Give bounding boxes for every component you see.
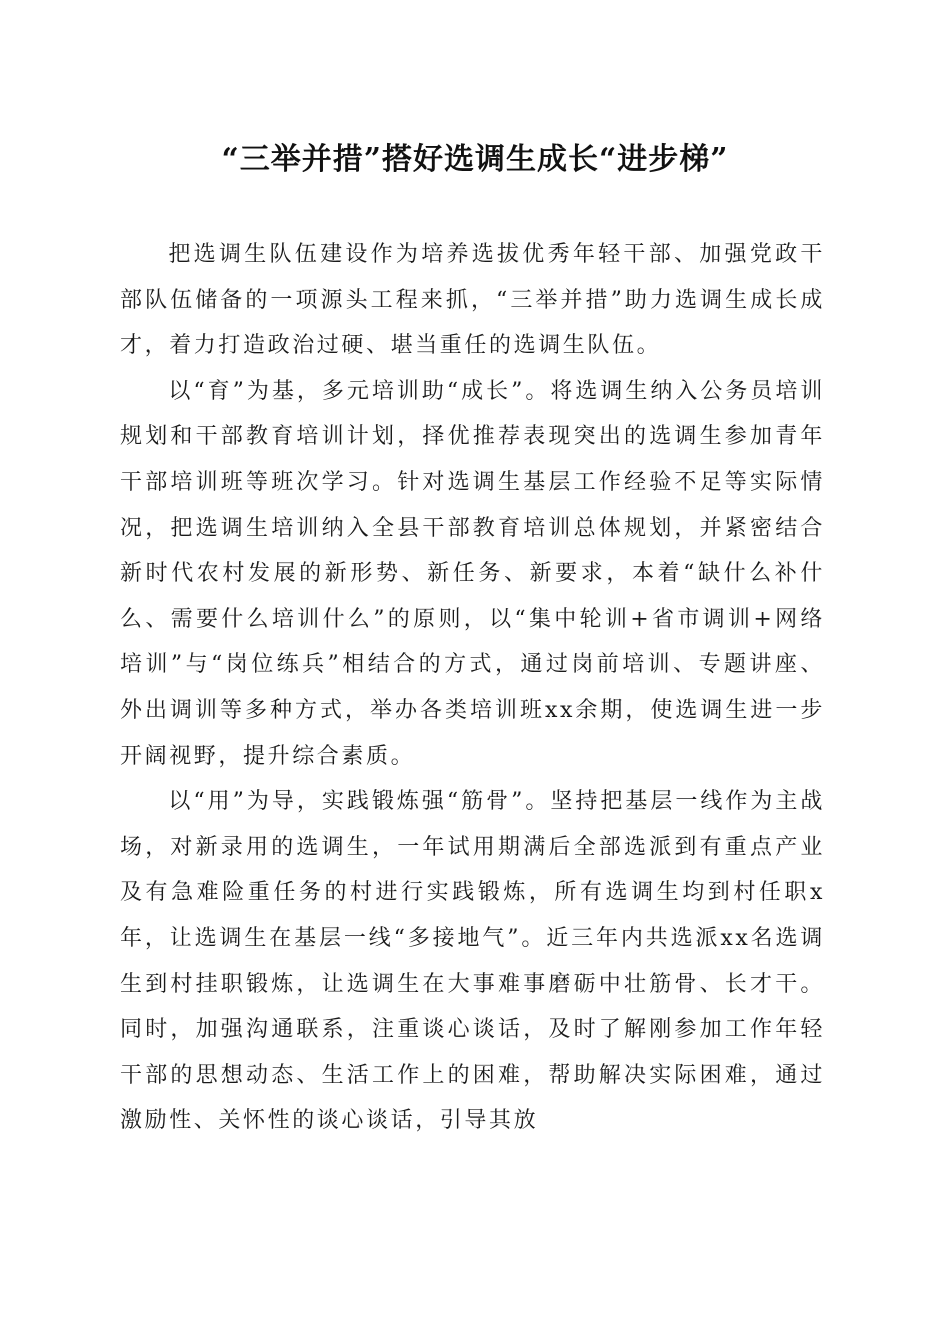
- document-body: [120, 232, 825, 1144]
- document-title: “三举并措”搭好选调生成长“进步梯”: [221, 142, 729, 177]
- paragraph-intro: 把选调生队伍建设作为培养选拔优秀年轻干部、加强党政干部队伍储备的一项源头工程来抓，“三举并措”助力选调生成长成才，着力打造政治过硬、堪当重任的选调生队伍。: [120, 242, 825, 359]
- paragraph-training: 以“育”为基，多元培训助“成长”。将选调生纳入公务员培训规划和干部教育培训计划，择优推荐表现突出的选调生参加青年干部培训班等班次学习。针对选调生基层工作经验不足等实际情况，把选调生培训纳入全县干部教育培训总体规划，并紧密结合新时代农村发展的新形势、新任务、新要求，本着“缺什么补什么、需要什么培训什么”的原则，以“集中轮训+省市调训+网络培训”与“岗位练兵”相结合的方式，通过岗前培训、专题讲座、外出调训等多种方式，举办各类培训班xx余期，使选调生进一步开阔视野，提升综合素质。: [120, 378, 825, 769]
- paragraph-practice: 以“用”为导，实践锻炼强“筋骨”。坚持把基层一线作为主战场，对新录用的选调生，一年试用期满后全部选派到有重点产业及有急难险重任务的村进行实践锻炼，所有选调生均到村任职x年，让选调生在基层一线“多接地气”。近三年内共选派xx名选调生到村挂职锻炼，让选调生在大事难事磨砺中壮筋骨、长才干。同时，加强沟通联系，注重谈心谈话，及时了解刚参加工作年轻干部的思想动态、生活工作上的困难，帮助解决实际困难，通过激励性、关怀性的谈心谈话，引导其放: [120, 789, 825, 1134]
